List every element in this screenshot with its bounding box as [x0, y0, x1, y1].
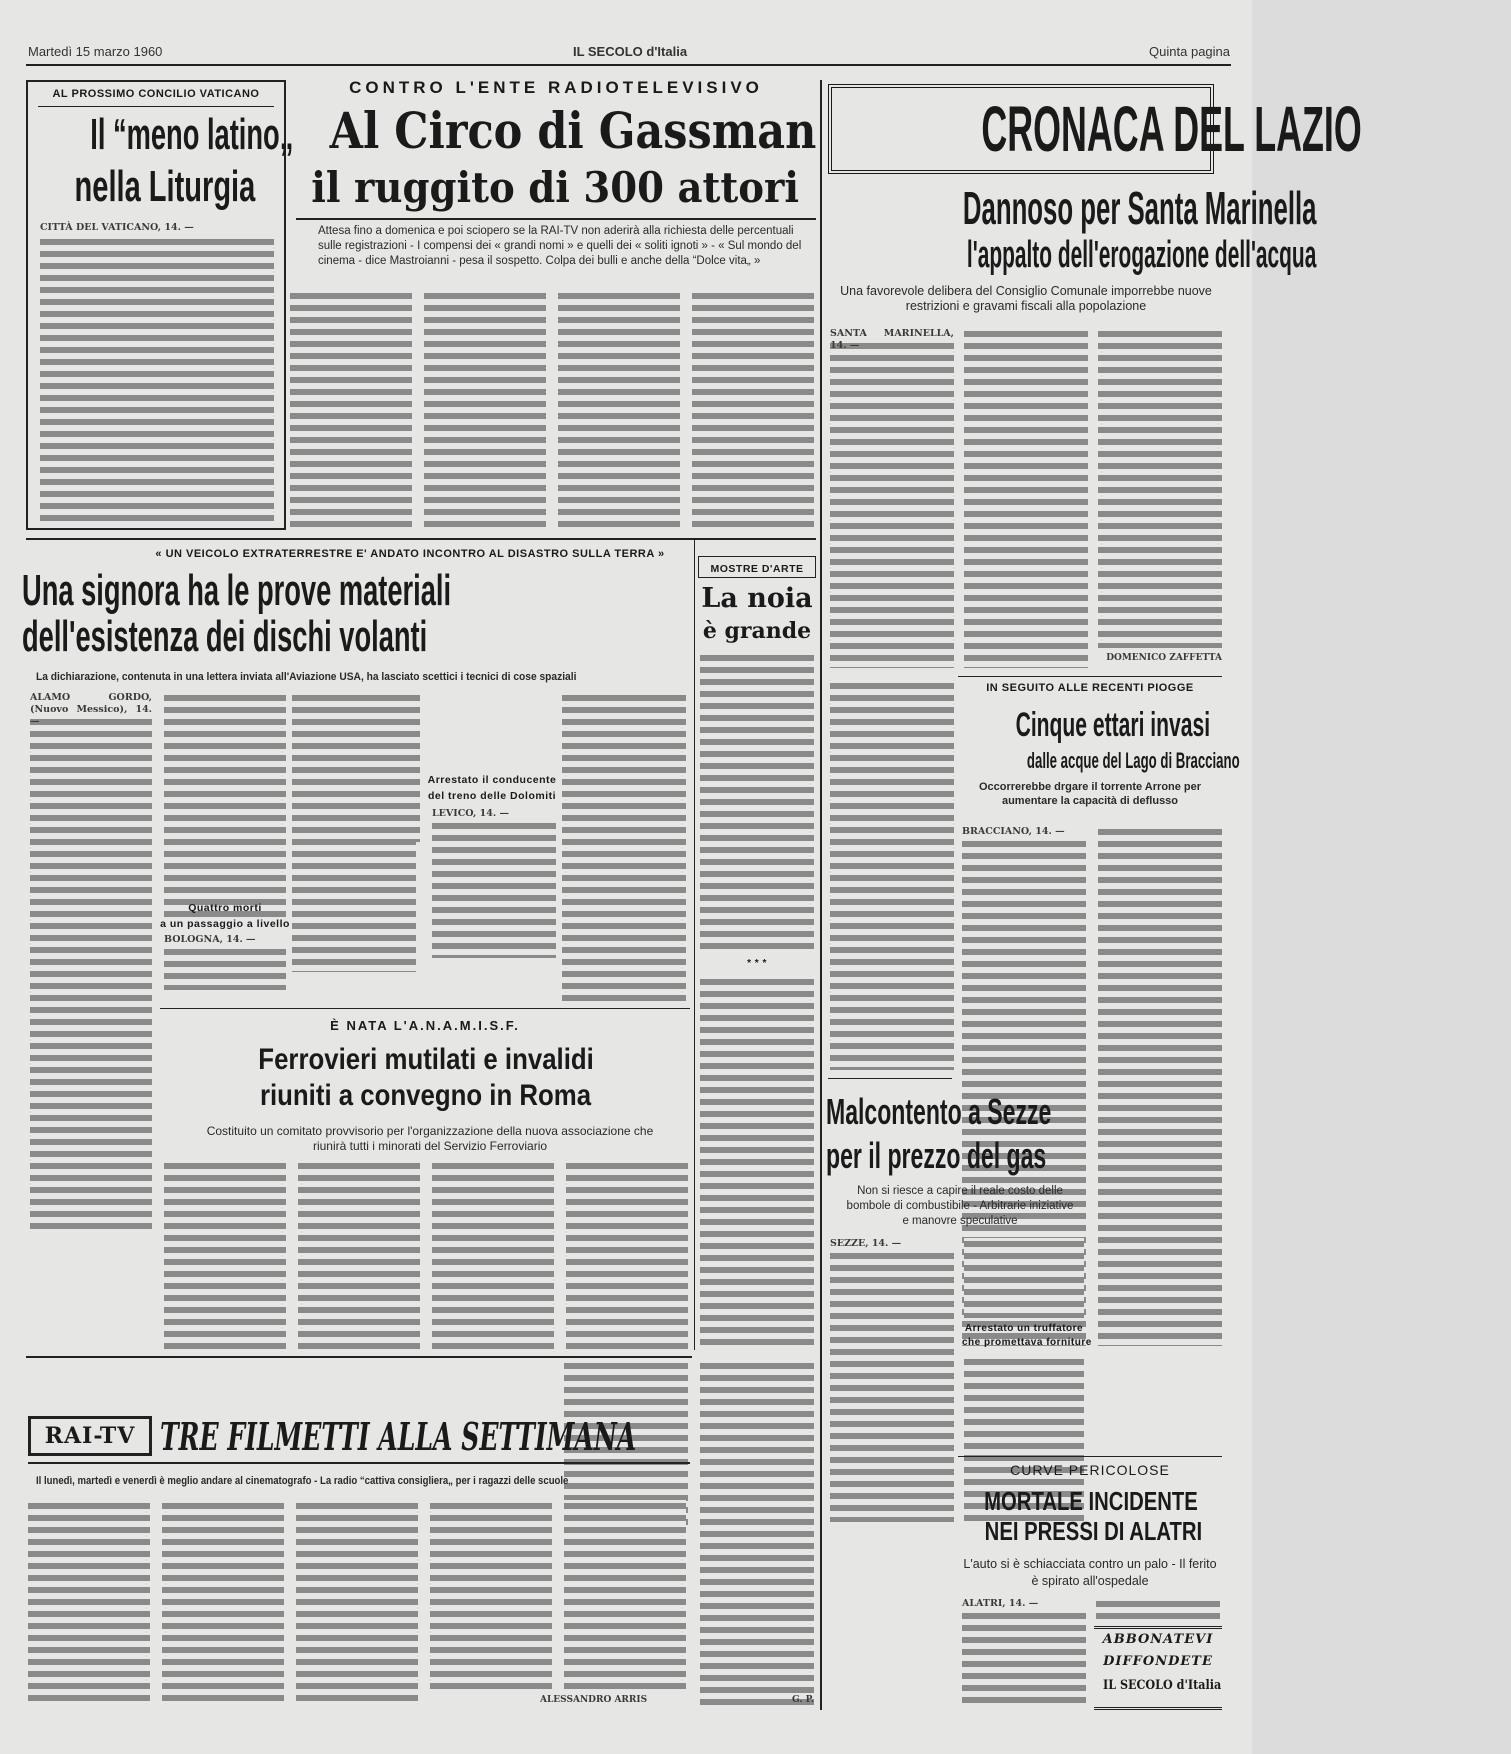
raitv-badge-text: RAI-TV	[44, 1423, 136, 1449]
raitv-col-3	[296, 1500, 418, 1706]
mostre-divider	[694, 540, 695, 1350]
dischi-col-1	[30, 692, 152, 1232]
lazio-dateline: SANTA MARINELLA, 14. —	[830, 328, 954, 351]
lazio-title-line-2	[824, 230, 1317, 280]
page-number: Quinta pagina	[1149, 44, 1230, 59]
dischi-title-line-1	[22, 566, 562, 616]
sezze-title-2-text: per il prezzo del gas	[826, 1135, 1047, 1176]
ferrovieri-title-2-text: riuniti a convegno in Roma	[260, 1079, 592, 1112]
gassman-deck: Attesa fino a domenica e poi sciopero se la RAI-TV non aderirà alla richiesta delle percentuali sulle registrazioni - I compensi dei « grandi nomi » e quelli dei « soliti ignoti » - « Sul mondo del cinema - dice Mastroianni - pesa il sospetto. Colpa dei bulli e anche della “Dolce vita„ »	[318, 225, 802, 267]
cinque-title-2-text: dalle acque del Lago di Bracciano	[1026, 748, 1240, 773]
sezze-dateline: SEZZE, 14. —	[830, 1238, 902, 1249]
sezze-subhead	[962, 1322, 1092, 1352]
ferrovieri-top-rule	[160, 1008, 690, 1009]
alatri-kicker: CURVE PERICOLOSE	[1010, 1462, 1170, 1478]
sezze-title-1-text: Malcontento a Sezze	[826, 1091, 1052, 1132]
cinque-dateline: BRACCIANO, 14. —	[962, 826, 1065, 837]
lazio-banner	[828, 84, 1362, 174]
gassman-title-2-text: il ruggito di 300 attori	[311, 163, 800, 212]
alatri-title-line-2	[954, 1514, 1226, 1548]
lazio-body	[830, 328, 1222, 668]
raitv-col-5	[564, 1500, 686, 1690]
ferrovieri-title-line-2	[156, 1076, 696, 1116]
cinque-kicker: IN SEGUITO ALLE RECENTI PIOGGE	[986, 682, 1194, 694]
alatri-col-1	[962, 1598, 1086, 1708]
latino-kicker-rule	[38, 106, 274, 107]
sezze-sub-1: Arrestato un truffatore	[964, 1323, 1084, 1334]
lazio-banner-text: CRONACA DEL LAZIO	[981, 93, 1362, 165]
cinque-top-rule	[958, 676, 1222, 677]
dischi-title-line-2	[22, 612, 562, 662]
raitv-top-rule	[26, 1356, 692, 1358]
arrestato-headline	[424, 772, 560, 806]
dischi-col-2	[164, 692, 286, 922]
mostre-kicker-box	[698, 556, 816, 578]
ferrovieri-deck: Costituito un comitato provvisorio per l'organizzazione della nuova associazione che riunirà tutti i minorati del Servizio Ferroviario	[206, 1124, 654, 1153]
promo-line-1: ABBONATEVI	[1102, 1632, 1214, 1647]
cinque-title-1-text: Cinque ettari invasi	[1015, 706, 1211, 744]
sezze-top-rule	[828, 1078, 952, 1079]
sezze-sub-2: che promettava forniture	[962, 1337, 1092, 1348]
raitv-badge	[28, 1416, 152, 1456]
gassman-title-line-2	[290, 160, 820, 216]
arrestato-body	[432, 808, 556, 958]
ferrovieri-kicker: È NATA L'A.N.A.M.I.S.F.	[330, 1018, 520, 1033]
latino-title-line-1	[28, 108, 294, 164]
alatri-title-2-text: NEI PRESSI DI ALATRI	[984, 1516, 1203, 1546]
alatri-col-2	[1096, 1598, 1220, 1622]
promo-box	[1094, 1626, 1222, 1710]
latino-dateline: CITTÀ DEL VATICANO, 14. —	[40, 222, 194, 233]
arrestato-dateline: LEVICO, 14. —	[432, 808, 509, 819]
lazio-col-1	[830, 328, 954, 668]
raitv-title	[160, 1412, 690, 1462]
alatri-top-rule	[958, 1456, 1222, 1457]
arrestato-title-2: del treno delle Dolomiti	[427, 790, 557, 802]
lazio-col-3	[1098, 328, 1222, 648]
latino-body-text	[40, 236, 274, 522]
alatri-title-1-text: MORTALE INCIDENTE	[984, 1486, 1198, 1516]
gassman-col-1	[290, 290, 412, 530]
latino-title-2-text: nella Liturgia	[74, 162, 256, 211]
dischi-title-1-text: Una signora ha le prove materiali	[22, 566, 452, 615]
sezze-col-1	[830, 1238, 954, 1522]
ferrovieri-col-2	[298, 1160, 420, 1350]
top-band-rule	[26, 538, 816, 540]
sezze-title-line-2	[826, 1134, 1126, 1178]
mostre-title-2: è grande	[702, 618, 812, 644]
gassman-col-3	[558, 290, 680, 530]
gassman-body	[290, 290, 815, 530]
gassman-continuation-col	[562, 692, 686, 1002]
masthead: IL SECOLO d'Italia	[572, 44, 688, 59]
alatri-title-line-1	[954, 1484, 1226, 1518]
gassman-col-2	[424, 290, 546, 530]
raitv-title-text: TRE FILMETTI ALLA SETTIMANA	[160, 1414, 637, 1459]
ferrovieri-body	[164, 1160, 692, 1350]
ferrovieri-title-line-1	[156, 1040, 696, 1080]
header-rule	[26, 64, 1231, 66]
column-divider	[820, 80, 822, 1710]
arrestato-title-1: Arrestato il conducente	[427, 774, 557, 786]
quattro-title-1: Quattro morti	[188, 902, 262, 914]
dischi-dateline: ALAMO GORDO, (Nuovo Messico), 14. —	[30, 692, 152, 727]
quattro-dateline: BOLOGNA, 14. —	[164, 934, 256, 945]
latino-article	[26, 80, 294, 530]
mostre-kicker: MOSTRE D'ARTE	[710, 563, 804, 575]
gassman-kicker: CONTRO L'ENTE RADIOTELEVISIVO	[349, 78, 763, 97]
alatri-deck: L'auto si è schiacciata contro un palo - Il ferito è spirato all'ospedale	[963, 1557, 1217, 1588]
lazio-byline: DOMENICO ZAFFETTA	[1106, 653, 1222, 663]
lazio-title-line-1	[824, 180, 1317, 236]
latino-kicker: AL PROSSIMO CONCILIO VATICANO	[52, 88, 260, 100]
raitv-deck: Il lunedì, martedì e venerdì è meglio andare al cinematografo - La radio “cattiva consigliera„ per i ragazzi delle scuole	[36, 1475, 569, 1487]
dischi-title-2-text: dell'esistenza dei dischi volanti	[22, 612, 428, 661]
sezze-deck: Non si riesce a capire il reale costo delle bombole di combustibile - Arbitrarie iniziative e manovre speculative	[846, 1185, 1074, 1227]
latino-title-1-text: Il “meno latino„	[90, 110, 294, 159]
quattro-title-2: a un passaggio a livello	[160, 918, 290, 930]
raitv-col-4	[430, 1500, 552, 1690]
lazio-continuation-col	[830, 680, 954, 1070]
raitv-col-2	[162, 1500, 284, 1706]
lazio-title-2-text: l'appalto dell'erogazione dell'acqua	[966, 234, 1317, 276]
ferrovieri-col-4	[566, 1160, 688, 1350]
alatri-dateline: ALATRI, 14. —	[962, 1598, 1039, 1609]
gassman-title-1-text: Al Circo di Gassman	[329, 101, 817, 160]
cinque-col-2	[1098, 826, 1222, 1346]
raitv-col-1	[28, 1500, 150, 1706]
gassman-col-4	[692, 290, 814, 530]
raitv-side-col-b	[700, 1360, 814, 1710]
mostre-col-top	[700, 652, 814, 952]
issue-date: Martedì 15 marzo 1960	[28, 44, 163, 59]
lazio-deck: Una favorevole delibera del Consiglio Comunale imporrebbe nuove restrizioni e gravami fiscali alla popolazione	[840, 284, 1212, 313]
quattro-headline	[160, 900, 290, 934]
gassman-rule	[296, 218, 816, 220]
dischi-col-4	[292, 692, 416, 972]
raitv-title-rule	[28, 1462, 690, 1464]
cinque-title-line-2	[956, 746, 1240, 776]
mostre-separator: * * *	[747, 958, 767, 969]
raitv-initials: G. P.	[791, 1695, 814, 1705]
lazio-banner-box	[832, 88, 1362, 170]
sezze-col-2-top	[964, 1238, 1084, 1318]
promo-line-2: DIFFONDETE	[1103, 1654, 1213, 1669]
mostre-col-bottom	[700, 976, 814, 1350]
mostre-title-1: La noia	[701, 583, 813, 614]
lazio-title-1-text: Dannoso per Santa Marinella	[962, 182, 1317, 234]
ferrovieri-col-1	[164, 1160, 286, 1350]
dischi-kicker: « UN VEICOLO EXTRATERRESTRE E' ANDATO INCONTRO AL DISASTRO SULLA TERRA »	[155, 548, 665, 560]
raitv-byline: ALESSANDRO ARRIS	[540, 1695, 648, 1705]
ferrovieri-col-3	[432, 1160, 554, 1350]
ferrovieri-title-1-text: Ferrovieri mutilati e invalidi	[258, 1043, 594, 1076]
sezze-title-line-1	[826, 1090, 1126, 1134]
cinque-title-line-1	[956, 704, 1224, 746]
quattro-body	[164, 934, 286, 990]
dischi-deck: La dichiarazione, contenuta in una lettera inviata all'Aviazione USA, ha lasciato scettici i tecnici di cose spaziali	[36, 671, 577, 683]
cinque-deck: Occorrerebbe drgare il torrente Arrone per aumentare la capacità di deflusso	[978, 781, 1202, 807]
raitv-body	[28, 1500, 688, 1706]
lazio-col-2	[964, 328, 1088, 668]
latino-title-line-2	[28, 160, 284, 216]
promo-line-3: IL SECOLO d'Italia	[1102, 1678, 1222, 1693]
gassman-title-line-1	[290, 100, 820, 162]
